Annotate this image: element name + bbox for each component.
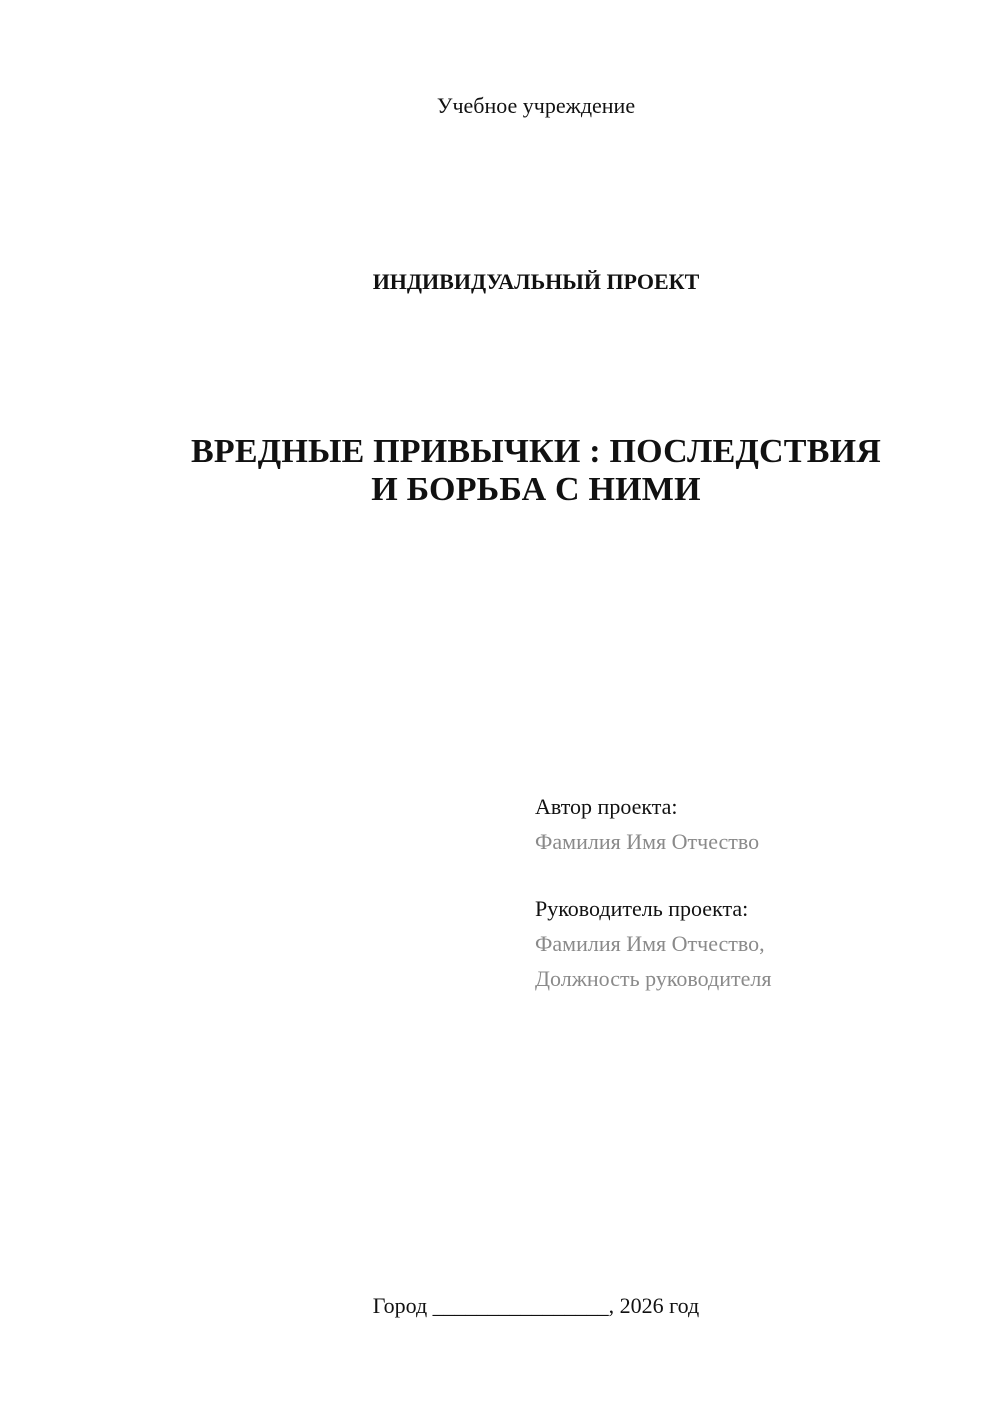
supervisor-position: Должность руководителя [535, 966, 772, 991]
spacer [535, 859, 955, 891]
project-title [150, 433, 922, 509]
document-type: ИНДИВИДУАЛЬНЫЙ ПРОЕКТ [372, 269, 700, 294]
author-label: Автор проекта: [535, 794, 678, 819]
project-title-line-2: И БОРЬБА С НИМИ [371, 471, 701, 508]
supervisor-label: Руководитель проекта: [535, 896, 749, 921]
project-info [535, 789, 955, 996]
supervisor-name: Фамилия Имя Отчество, [535, 931, 765, 956]
project-title-line-1: ВРЕДНЫЕ ПРИВЫЧКИ : ПОСЛЕДСТВИЯ [191, 433, 881, 470]
author-name: Фамилия Имя Отчество [535, 829, 760, 854]
institution-name: Учебное учреждение [436, 93, 636, 118]
city-year-line: Город ________________, 2026 год [372, 1293, 700, 1318]
